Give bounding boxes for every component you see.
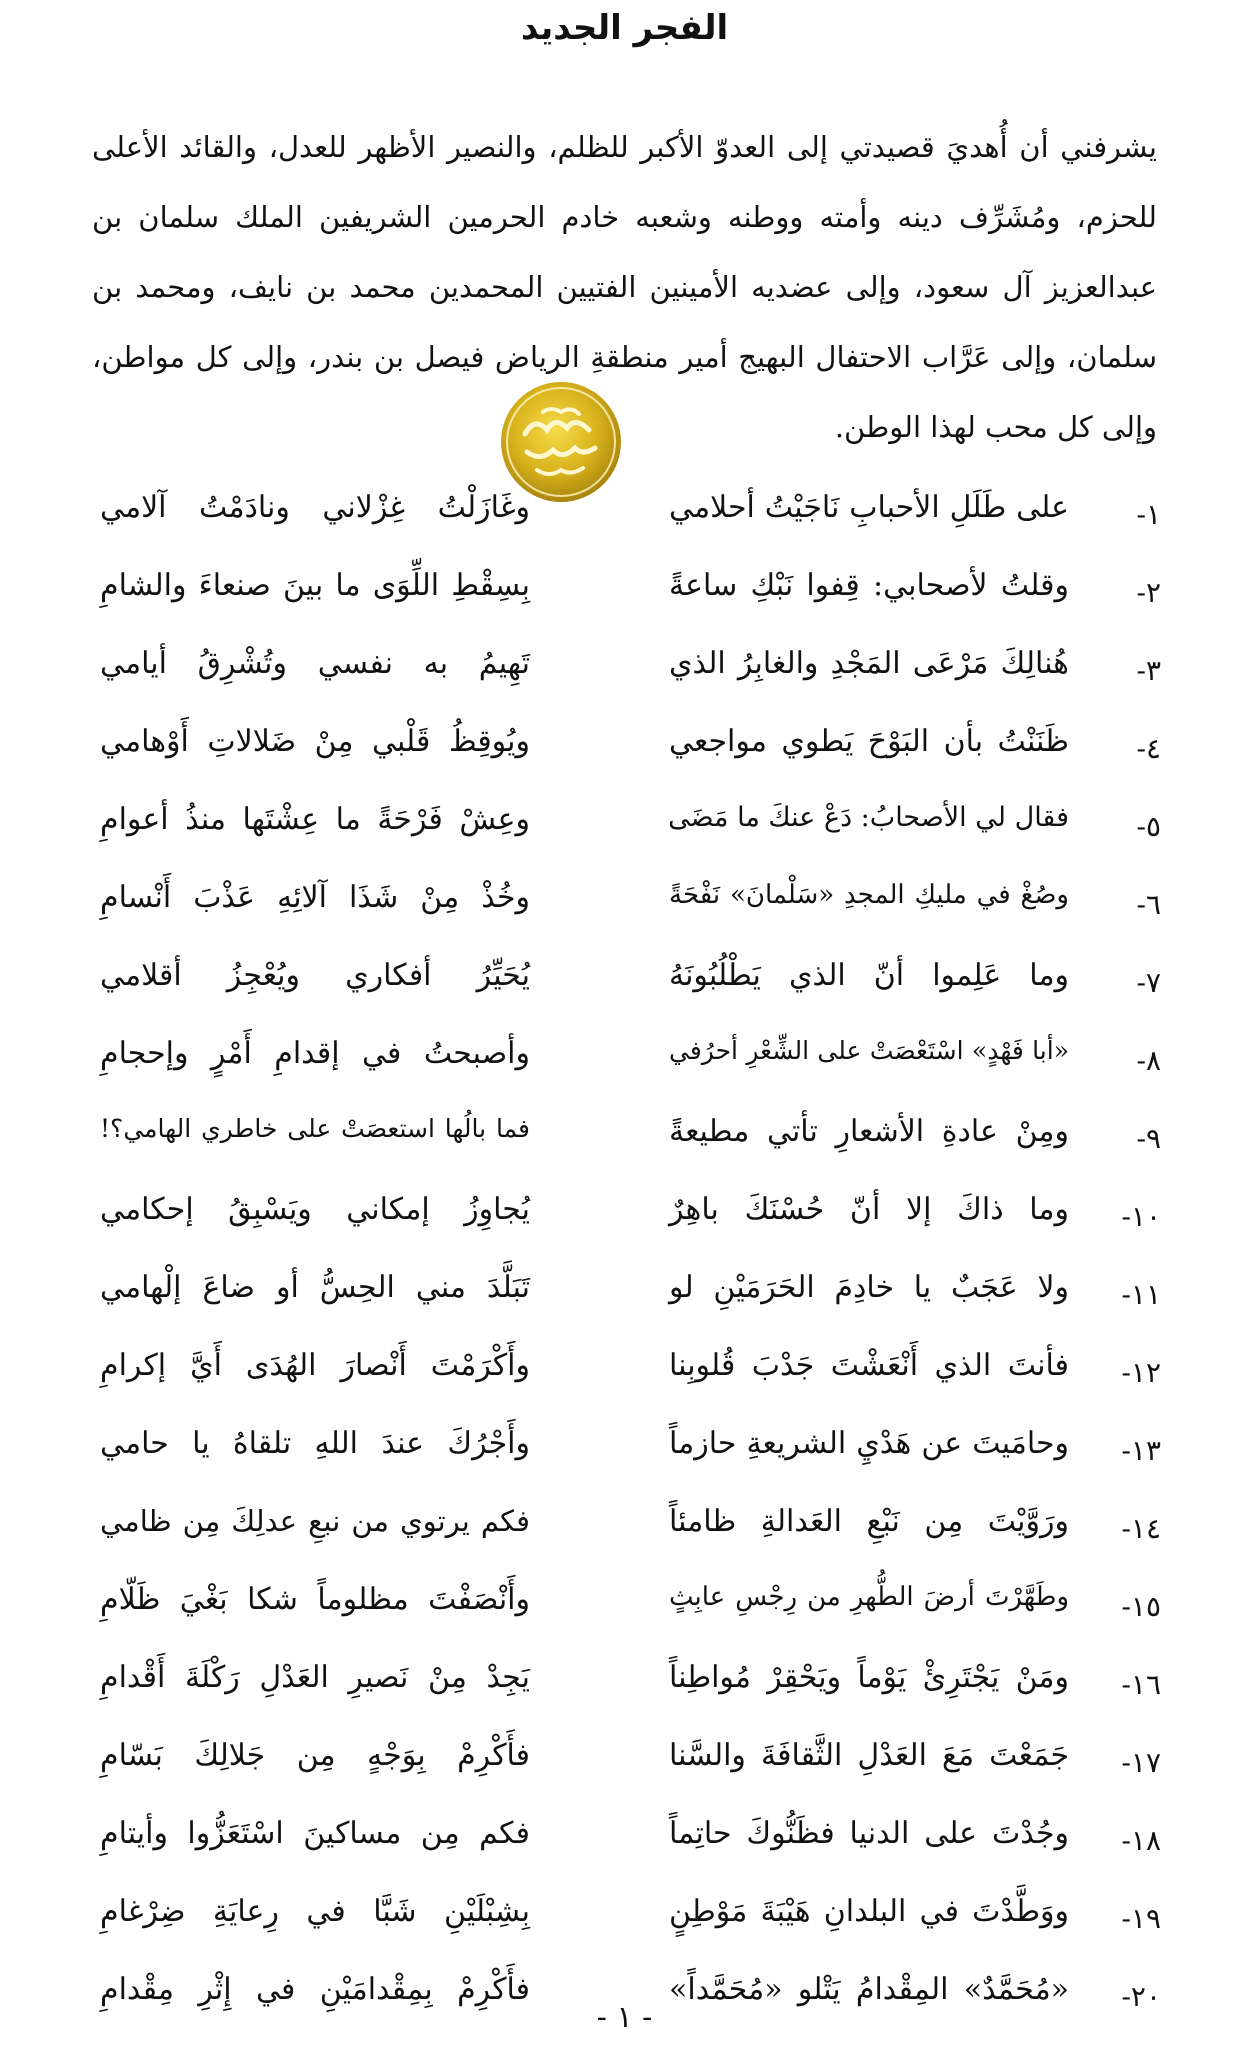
first-hemistich: على طَلَلِ الأحبابِ نَاجَيْتُ أحلامي [669, 490, 1069, 525]
second-hemistich: يُجاوِزُ إمكاني ويَسْبِقُ إحكامي [100, 1192, 530, 1227]
verse-row [0, 1582, 1249, 1660]
verse-number: ٩- [1136, 1122, 1161, 1155]
second-hemistich: وأَنْصَفْتَ مظلوماً شكا بَغْيَ ظَلّامِ [100, 1582, 530, 1617]
first-hemistich: وحامَيتَ عن هَدْيِ الشريعةِ حازماً [669, 1426, 1069, 1461]
verse-number: ١٩- [1121, 1902, 1161, 1935]
verse-row [0, 880, 1249, 958]
verse-number: ١٧- [1121, 1746, 1161, 1779]
second-hemistich: فكم يرتوي من نبعِ عدلِكَ مِن ظامي [100, 1504, 530, 1538]
verse-row [0, 1738, 1249, 1816]
verse-number: ١١- [1121, 1278, 1161, 1311]
second-hemistich: تَبَلَّدَ مني الحِسُّ أو ضاعَ إلْهامي [100, 1270, 530, 1305]
verse-number: ١٣- [1121, 1434, 1161, 1467]
second-hemistich: بِشِبْلَيْنِ شَبَّا في رِعايَةِ ضِرْغامِ [100, 1894, 530, 1929]
first-hemistich: ورَوَّيْتَ مِن نَبْعِ العَدالةِ ظامئاً [669, 1504, 1069, 1539]
verse-number: ١٦- [1121, 1668, 1161, 1701]
first-hemistich: ومَنْ يَجْتَرِئْ يَوْماً ويَحْقِرْ مُواطِناً [669, 1660, 1069, 1695]
verse-number: ٨- [1136, 1044, 1161, 1077]
verse-row [0, 1816, 1249, 1894]
verse-number: ١- [1136, 498, 1161, 531]
verse-row [0, 1660, 1249, 1738]
second-hemistich: فأَكْرِمْ بِوَجْهٍ مِن جَلالِكَ بَسّامِ [100, 1738, 530, 1773]
first-hemistich: فقال لي الأصحابُ: دَعْ عنكَ ما مَضَى [668, 802, 1069, 833]
first-hemistich: ووَطَّدْتَ في البلدانِ هَيْبَةَ مَوْطِنٍ [669, 1894, 1069, 1929]
second-hemistich: وأَكْرَمْتَ أَنْصارَ الهُدَى أَيَّ إكرامِ [100, 1348, 530, 1383]
verse-row [0, 1426, 1249, 1504]
first-hemistich: وقلتُ لأصحابي: قِفوا نَبْكِ ساعةً [669, 568, 1069, 603]
verse-row [0, 568, 1249, 646]
second-hemistich: وأصبحتُ في إقدامِ أَمْرٍ وإحجامِ [100, 1036, 530, 1071]
verse-number: ٣- [1136, 654, 1161, 687]
verse-row [0, 1348, 1249, 1426]
verse-number: ١٥- [1121, 1590, 1161, 1623]
second-hemistich: يُحَيِّرُ أفكاري ويُعْجِزُ أقلامي [100, 958, 530, 993]
verse-row [0, 1192, 1249, 1270]
verse-row [0, 1270, 1249, 1348]
first-hemistich: وما ذاكَ إلا أنّ حُسْنَكَ باهِرٌ [669, 1192, 1069, 1227]
verse-row [0, 1504, 1249, 1582]
second-hemistich: وأَجْرُكَ عندَ اللهِ تلقاهُ يا حامي [100, 1426, 530, 1461]
first-hemistich: «مُحَمَّدٌ» المِقْدامُ يَتْلو «مُحَمَّداً» [669, 1972, 1069, 2007]
verse-number: ٦- [1136, 888, 1161, 921]
verse-row [0, 958, 1249, 1036]
first-hemistich: فأنتَ الذي أَنْعَشْتَ جَدْبَ قُلوبِنا [669, 1348, 1069, 1383]
second-hemistich: وغَازَلْتُ غِزْلاني ونادَمْتُ آلامي [100, 490, 530, 525]
verse-row [0, 646, 1249, 724]
verse-number: ٢- [1136, 576, 1161, 609]
verse-number: ٥- [1136, 810, 1161, 843]
second-hemistich: يَجِدْ مِنْ نَصيرِ العَدْلِ رَكْلَةَ أَقْدامِ [100, 1660, 530, 1695]
verse-row [0, 802, 1249, 880]
verse-number: ٤- [1136, 732, 1161, 765]
dedication-paragraph: يشرفني أن أُهديَ قصيدتي إلى العدوّ الأكبر للظلم، والنصير الأظهر للعدل، والقائد الأعلى للحزم، ومُشَرِّف دينه وأمته ووطنه وشعبه خادم الحرمين الشريفين الملك سلمان بن عبدالعزيز آل سعود، وإلى عضديه الأمينين الفتيين المحمدين محمد بن نايف، ومحمد بن سلمان، وإلى عَرَّاب الاحتفال البهيج أمير منطقةِ الرياض فيصل بن بندر، وإلى كل مواطن، وإلى كل محب لهذا الوطن. [92, 130, 1157, 444]
first-hemistich: هُنالِكَ مَرْعَى المَجْدِ والغابِرُ الذي [669, 646, 1069, 681]
second-hemistich: وعِشْ فَرْحَةً ما عِشْتَها منذُ أعوامِ [100, 802, 530, 837]
second-hemistich: وخُذْ مِنْ شَذَا آلائِهِ عَذْبَ أَنْسامِ [100, 880, 530, 915]
first-hemistich: ولا عَجَبٌ يا خادِمَ الحَرَمَيْنِ لو [669, 1270, 1069, 1305]
first-hemistich: وجُدْتَ على الدنيا فظَنُّوكَ حاتِماً [669, 1816, 1069, 1851]
verse-number: ١٠- [1121, 1200, 1161, 1233]
first-hemistich: وما عَلِموا أنّ الذي يَطْلُبُونَهُ [669, 958, 1069, 993]
first-hemistich: «أبا فَهْدٍ» اسْتَعْصَتْ على الشِّعْرِ أحرُفي [669, 1036, 1069, 1065]
first-hemistich: وصُغْ في مليكِ المجدِ «سَلْمانَ» نَفْحَةً [669, 880, 1069, 910]
first-hemistich: جَمَعْتَ مَعَ العَدْلِ الثَّقافَةَ والسَّنا [669, 1738, 1069, 1773]
verse-number: ١٢- [1121, 1356, 1161, 1389]
first-hemistich: ومِنْ عادةِ الأشعارِ تأتي مطيعةً [669, 1114, 1069, 1149]
page-number: - ١ - [596, 2000, 653, 2035]
second-hemistich: فما بالُها استعصَتْ على خاطري الهامي؟! [100, 1114, 530, 1143]
first-hemistich: ظَنَنْتُ بأن البَوْحَ يَطوي مواجعي [669, 724, 1069, 759]
first-hemistich: وطَهَّرْتَ أرضَ الطُّهرِ من رِجْسِ عابِثٍ [669, 1582, 1069, 1612]
verse-number: ١٨- [1121, 1824, 1161, 1857]
second-hemistich: فأَكْرِمْ بِمِقْدامَيْنِ في إِثْرِ مِقْدامِ [100, 1972, 530, 2007]
verse-number: ٢٠- [1121, 1980, 1161, 2013]
verse-row [0, 724, 1249, 802]
verse-row [0, 1036, 1249, 1114]
verse-row [0, 1894, 1249, 1972]
verse-number: ٧- [1136, 966, 1161, 999]
second-hemistich: ويُوقِظُ قَلْبي مِنْ ضَلالاتِ أَوْهامي [100, 724, 530, 759]
verse-row [0, 490, 1249, 568]
second-hemistich: تَهِيمُ به نفسي وتُشْرِقُ أيامي [100, 646, 530, 681]
second-hemistich: فكم مِن مساكينَ اسْتَعَزُّوا وأيتامِ [100, 1816, 530, 1851]
verse-row [0, 1114, 1249, 1192]
second-hemistich: بِسِقْطِ اللِّوَى ما بينَ صنعاءَ والشامِ [100, 568, 530, 603]
poem-title: الفجر الجديد [520, 8, 729, 48]
verse-number: ١٤- [1121, 1512, 1161, 1545]
gold-seal-icon [497, 378, 625, 506]
